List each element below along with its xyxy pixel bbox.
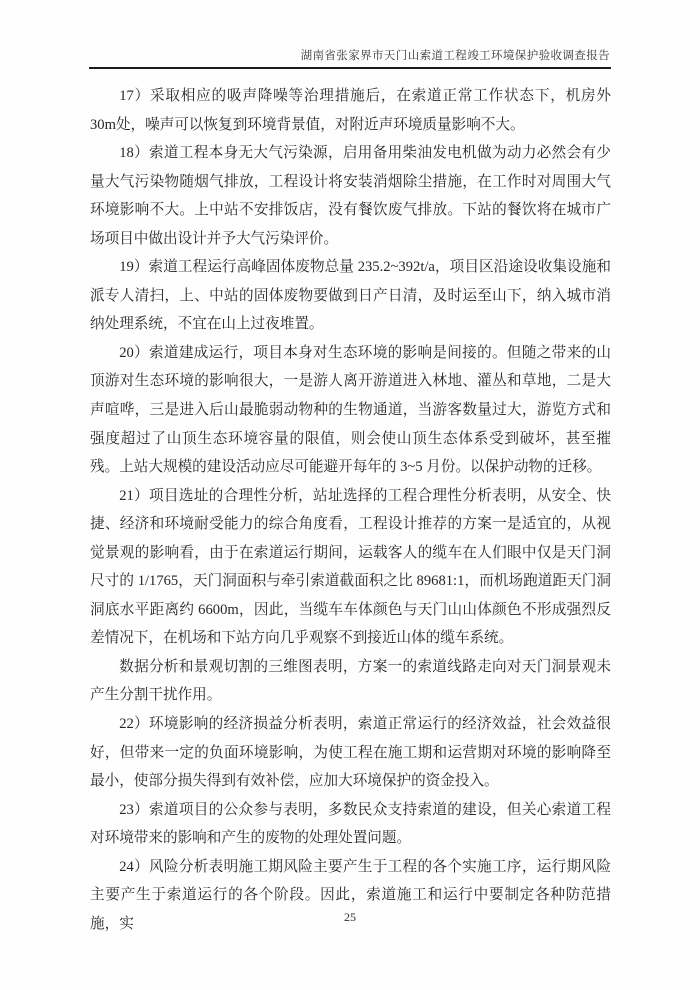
paragraph-18: 18）索道工程本身无大气污染源，启用备用柴油发电机做为动力必然会有少量大气污染物随烟气排放，工程设计将安装消烟除尘措施，在工作时对周围大气环境影响不大。上中站不安排饭店，没有餐饮废气排放。下站的餐饮将在城市广场项目中做出设计并予大气污染评价。 xyxy=(90,145,611,247)
paragraph-24: 24）风险分析表明施工期风险主要产生于工程的各个实施工序，运行期风险主要产生于索道运行的各个阶段。因此，索道施工和运行中要制定各种防范措施，实 xyxy=(90,858,611,932)
paragraph-21-continued: 数据分析和景观切割的三维图表明，方案一的索道线路走向对天门洞景观未产生分割干扰作用。 xyxy=(90,658,611,704)
paragraph-22: 22）环境影响的经济损益分析表明，索道正常运行的经济效益，社会效益很好，但带来一定的负面环境影响，为使工程在施工期和运营期对环境的影响降至最小，使部分损失得到有效补偿，应加大环境保护的资金投入。 xyxy=(90,716,611,790)
paragraph-20: 20）索道建成运行，项目本身对生态环境的影响是间接的。但随之带来的山顶游对生态环境的影响很大，一是游人离开游道进入林地、灌丛和草地，二是大声喧哗，三是进入后山最脆弱动物种的生物通道，当游客数量过大，游览方式和强度超过了山顶生态环境容量的限值，则会使山顶生态体系受到破坏，甚至摧残。上站大规模的建设活动应尽可能避开每年的 3~5 月份。以保护动物的迁移。 xyxy=(90,344,611,476)
paragraph-23: 23）索道项目的公众参与表明，多数民众支持索道的建设，但关心索道工程对环境带来的影响和产生的废物的处理处置问题。 xyxy=(90,801,611,847)
header-rule xyxy=(89,67,611,69)
document-body xyxy=(90,82,611,938)
paragraph-19: 19）索道工程运行高峰固体废物总量 235.2~392t/a，项目区沿途设收集设施和派专人清扫，上、中站的固体废物要做到日产日清，及时运至山下，纳入城市消纳处理系统，不宜在山上过夜堆置。 xyxy=(90,259,611,333)
page-number: 25 xyxy=(344,910,356,924)
paragraph-17: 17）采取相应的吸声降噪等治理措施后，在索道正常工作状态下，机房外 30m处，噪声可以恢复到环境背景值，对附近声环境质量影响不大。 xyxy=(90,88,611,133)
page-header-title: 湖南省张家界市天门山索道工程竣工环境保护验收调查报告 xyxy=(300,50,610,62)
paragraph-21: 21）项目选址的合理性分析，站址选择的工程合理性分析表明，从安全、快捷、经济和环境耐受能力的综合角度看，工程设计推荐的方案一是适宜的，从视觉景观的影响看，由于在索道运行期间，运载客人的缆车在人们眼中仅是天门洞尺寸的 1/1765，天门洞面积与牵引索道截面积之比 89681:1，而机场跑道距天门洞洞底水平距离约 6600m，因此，当缆车车体颜色与天门山山体颜色不形成强烈反差情况下，在机场和下站方向几乎观察不到接近山体的缆车系统。 xyxy=(90,487,611,647)
